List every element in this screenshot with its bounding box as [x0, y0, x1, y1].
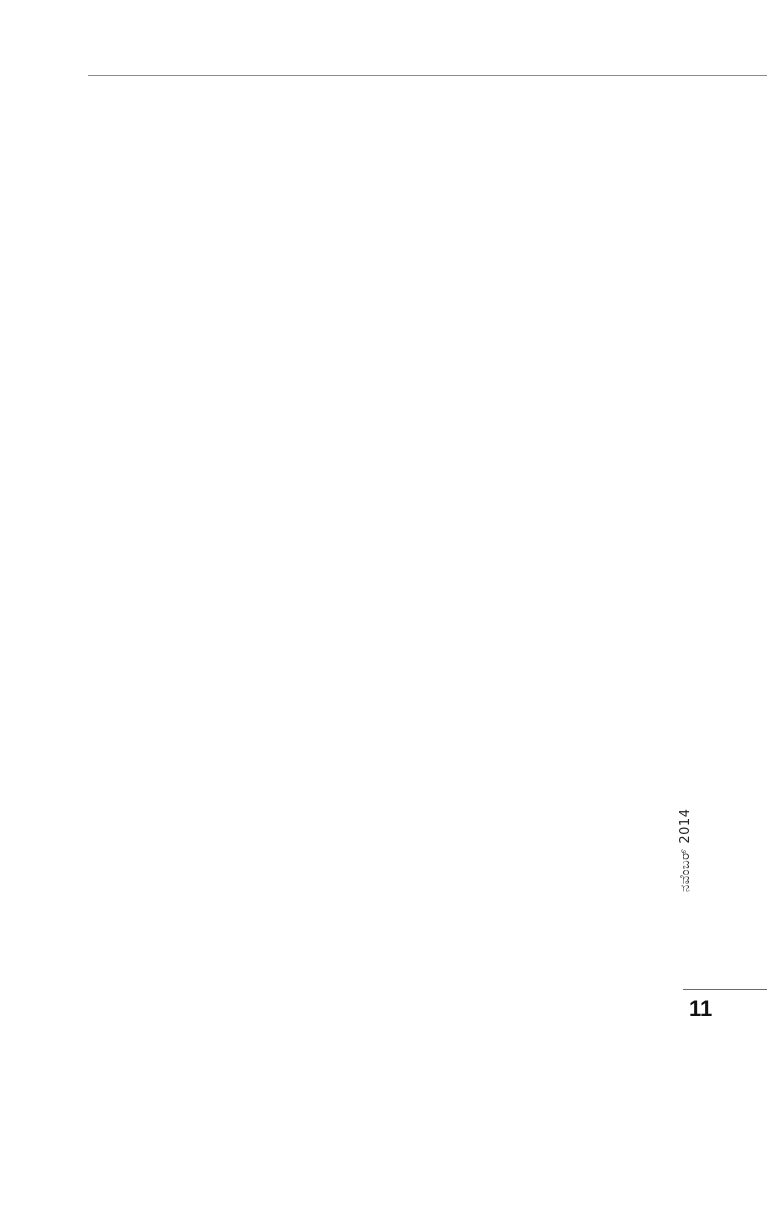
text-line — [89, 252, 669, 279]
text-line — [89, 989, 669, 1016]
text-line — [89, 388, 669, 415]
text-line — [89, 716, 669, 743]
text-line — [89, 852, 669, 879]
text-line — [89, 934, 669, 961]
text-line — [89, 962, 669, 989]
text-line — [89, 361, 669, 388]
text-line — [89, 689, 669, 716]
issue-date: ನವೆಂಬರ್ 2014 — [678, 808, 693, 892]
text-line — [89, 143, 669, 170]
text-line — [89, 497, 669, 524]
paragraph-2 — [89, 306, 669, 988]
text-line — [89, 825, 669, 852]
text-line — [89, 743, 669, 770]
text-line — [89, 334, 669, 361]
text-line — [89, 470, 669, 497]
text-line — [89, 1016, 669, 1043]
text-line — [89, 1153, 669, 1180]
text-line — [89, 1071, 669, 1098]
text-line — [89, 634, 669, 661]
text-line — [89, 798, 669, 825]
text-line — [89, 1180, 669, 1207]
text-line — [89, 1043, 669, 1070]
paragraph-1 — [89, 88, 669, 306]
text-line — [89, 880, 669, 907]
paragraph-3 — [89, 989, 669, 1098]
text-line — [89, 552, 669, 579]
text-line — [89, 770, 669, 797]
text-line — [89, 170, 669, 197]
header-rule — [88, 75, 767, 76]
text-line — [89, 443, 669, 470]
text-line — [89, 224, 669, 251]
paragraph-4 — [89, 1098, 669, 1207]
text-line — [89, 1098, 669, 1125]
page-number: 11 — [689, 996, 713, 1021]
text-line — [89, 279, 669, 306]
text-line — [89, 1125, 669, 1152]
text-line — [89, 197, 669, 224]
footer-rule — [683, 989, 767, 990]
text-line — [89, 416, 669, 443]
text-line — [89, 661, 669, 688]
text-line — [89, 525, 669, 552]
text-line — [89, 115, 669, 142]
text-line — [89, 907, 669, 934]
article-body — [89, 88, 669, 1207]
magazine-title — [694, 895, 722, 975]
text-line — [89, 306, 669, 333]
text-line — [89, 579, 669, 606]
text-line — [89, 607, 669, 634]
text-line — [89, 88, 669, 115]
